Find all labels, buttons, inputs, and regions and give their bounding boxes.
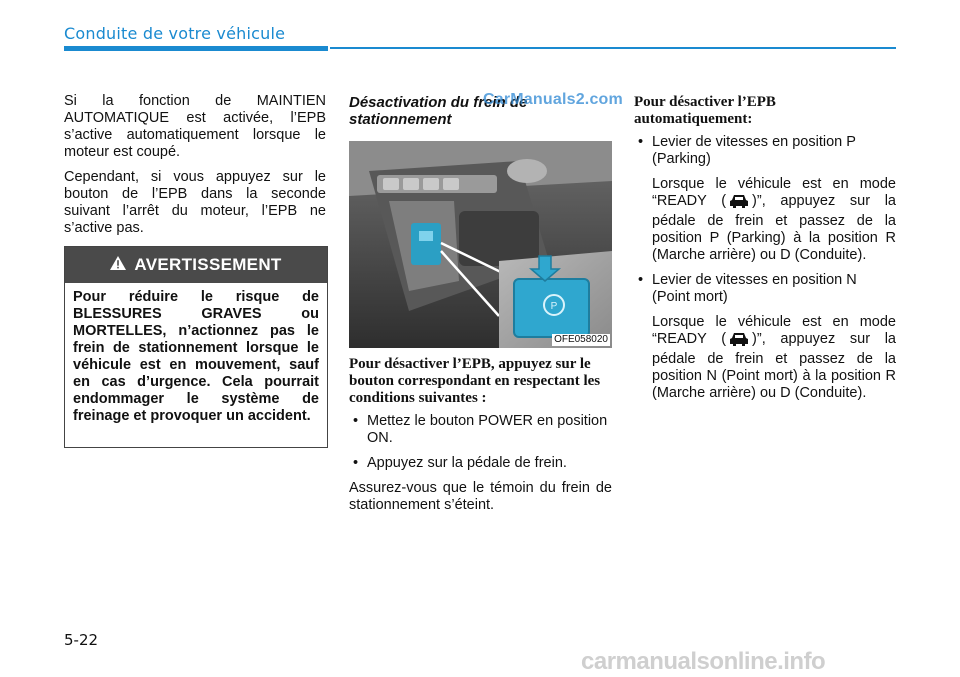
header-bar-thin [330,47,896,49]
warning-box [64,246,328,448]
image-code: OFE058020 [554,334,608,345]
list-item: • Levier de vitesses en position P (Parking) [634,134,896,168]
warning-header [65,247,327,283]
section-heading: Désactivation du frein de stationnement [349,94,528,128]
auto-deactivate-heading: Pour désactiver l’EPB automatiquement: [634,94,776,127]
section-title: Conduite de votre véhicule [64,24,286,43]
paragraph-indicator-off: Assurez-vous que le témoin du frein de stationnement s’éteint. [349,480,612,513]
list-item: • Mettez le bouton POWER en position ON. [349,413,612,447]
warning-text: Pour réduire le risque de BLESSURES GRAVES ou MORTELLES, n’actionnez pas le frein de stationnement lorsque le véhicule est en mouvement, sauf en cas d’urgence. Cela pourrait endommager le système de freinage et provoquer un accident. [73,289,319,424]
ready-car-icon [729,332,749,351]
list-item: • Levier de vitesses en position N (Point mort) [634,272,896,306]
paragraph-auto-hold: Si la fonction de MAINTIEN AUTOMATIQUE est activée, l’EPB s’active automatiquement lorsque le moteur est coupé. [64,93,326,160]
deactivate-subheading: Pour désactiver l’EPB, appuyez sur le bouton correspondant en respectant les conditions suivantes : [349,356,601,406]
page-number: 5-22 [64,631,99,649]
column-1 [64,93,326,245]
column-2-lower [349,356,612,522]
ready-car-icon [729,194,749,213]
warning-title: AVERTISSEMENT [134,255,282,274]
column-3 [634,94,896,410]
list-item: • Appuyez sur la pédale de frein. [349,455,612,472]
paragraph-epb-button: Cependant, si vous appuyez sur le bouton de l’EPB dans la seconde suivant l’arrêt du moteur, l’EPB ne s’active pas. [64,169,326,236]
ready-mode-paragraph-p: Lorsque le véhicule est en mode “READY ( )”, appuyez sur la pédale de frein et passez de la position P (Parking) à la position R (Marche arrière) ou D (Conduite). [652,176,896,263]
header-bar-thick [64,46,328,51]
svg-text:P: P [550,301,558,312]
watermark: CarManuals2.com [483,91,623,108]
footer-site: carmanualsonline.info [581,648,826,675]
warning-triangle-icon [110,255,126,275]
ready-mode-paragraph-n: Lorsque le véhicule est en mode “READY ( )”, appuyez sur la pédale de frein et passez de la position N (Point mort) à la position R (Marche arrière) ou D (Conduite). [652,314,896,401]
epb-console-photo [349,141,612,348]
